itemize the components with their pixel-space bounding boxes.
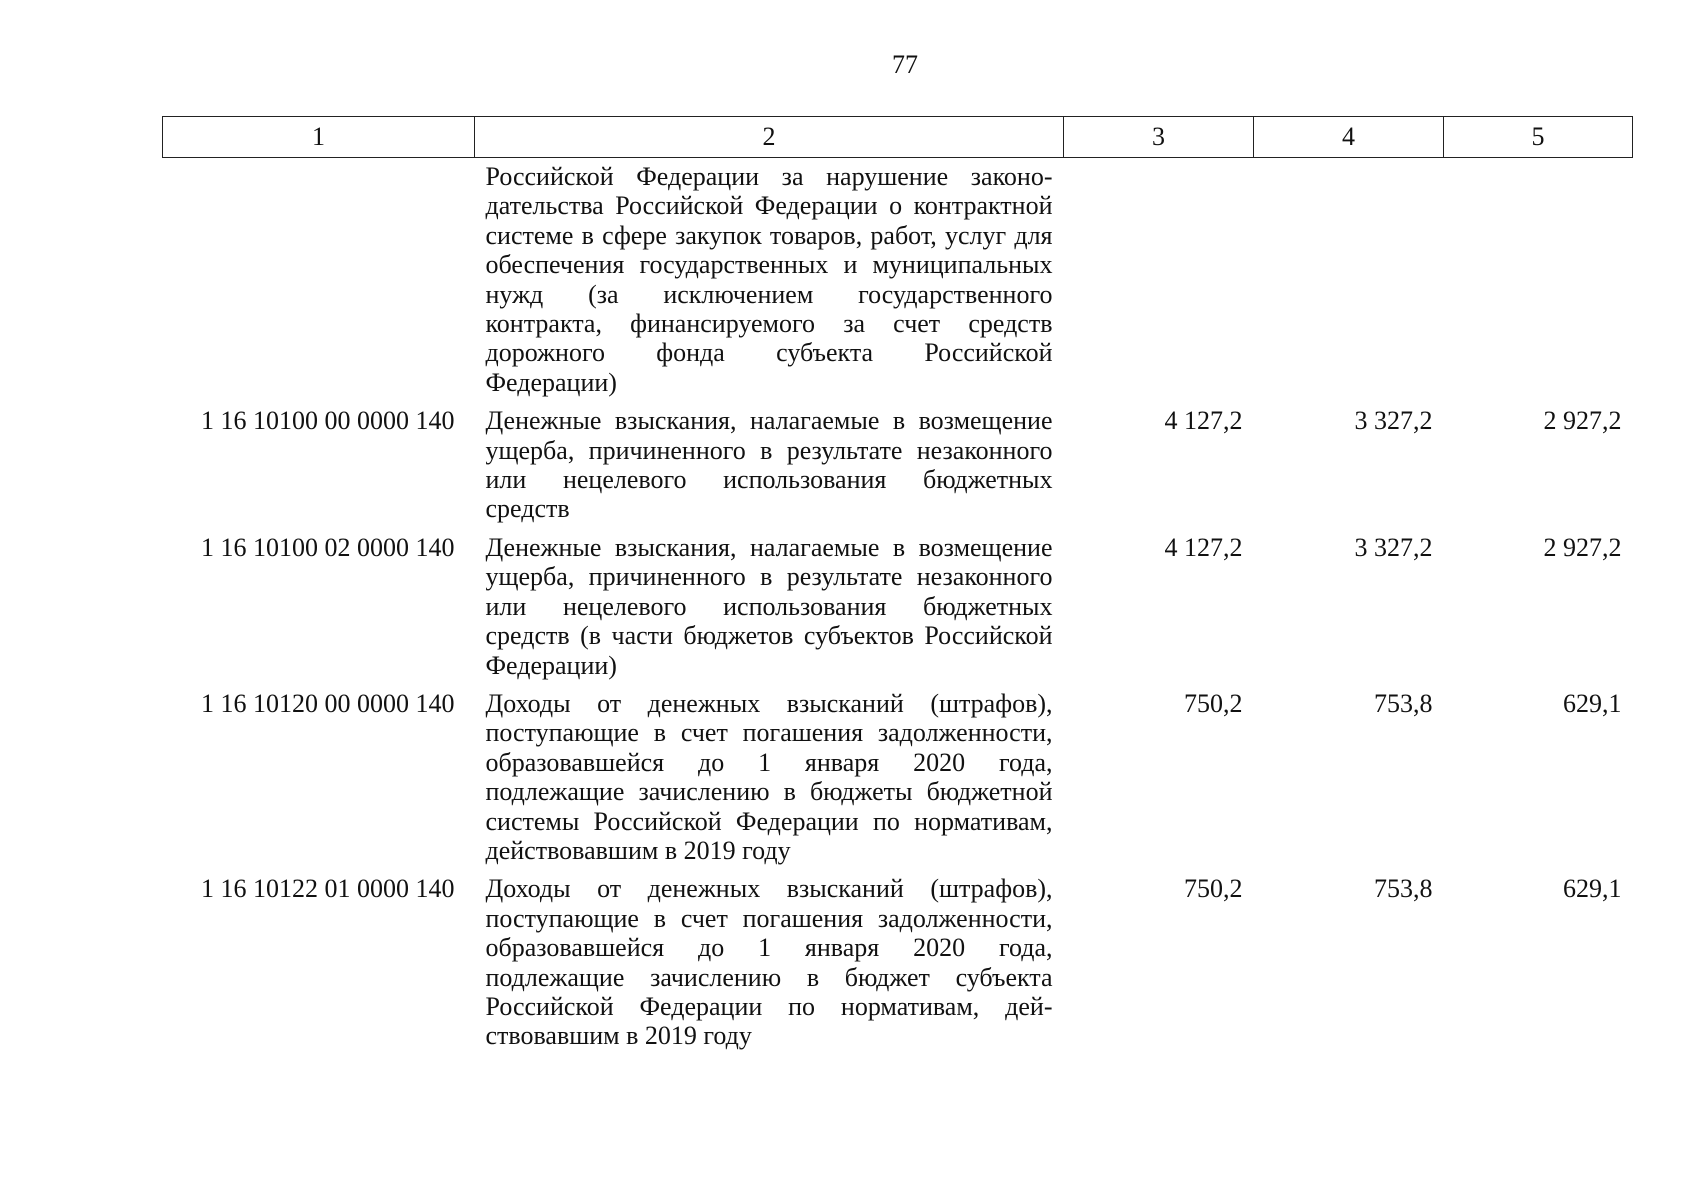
row-description: Доходы от денежных взысканий (штрафов), поступающие в счет погашения задолженности, образовавшейся до 1 января 2020 года, подлежащие зачислению в бюджеты бюджетной системы Российской Федерации по нормативам, действовавшим в 2019 году — [485, 688, 1053, 865]
row-value-col4: 753,8 — [1374, 688, 1433, 718]
table-row — [163, 865, 1633, 1050]
row-value-col4: 753,8 — [1374, 874, 1433, 904]
row-value-col5: 2 927,2 — [1543, 406, 1622, 436]
row-value-col4 — [1254, 158, 1444, 398]
row-description: Российской Федерации за нарушение законодательства Российской Федерации о контрактной системе в сфере закупок товаров, работ, услуг для обеспечения государственных и муниципальных нужд (за исключением государственного контракта, финансируемого за счет средств дорожного фонда субъекта Российской Федерации) — [485, 162, 1053, 397]
header-col-2: 2 — [475, 117, 1064, 158]
header-col-1: 1 — [163, 117, 475, 158]
table-row — [163, 524, 1633, 680]
row-value-col4: 3 327,2 — [1354, 532, 1433, 562]
row-code: 1 16 10122 01 0000 140 — [201, 874, 455, 904]
row-code: 1 16 10120 00 0000 140 — [201, 688, 455, 718]
row-value-col5: 629,1 — [1563, 688, 1622, 718]
row-description: Доходы от денежных взысканий (штрафов), поступающие в счет погашения задолженности, образовавшейся до 1 января 2020 года, подлежащие зачислению в бюджет субъекта Российской Федерации по нормативам, действовавшим в 2019 году — [485, 874, 1053, 1051]
row-value-col5: 2 927,2 — [1543, 532, 1622, 562]
table-row — [163, 397, 1633, 524]
table-row — [163, 158, 1633, 398]
row-value-col3 — [1064, 158, 1254, 398]
row-code — [163, 158, 475, 398]
header-row — [163, 117, 1633, 158]
header-col-5: 5 — [1444, 117, 1633, 158]
row-value-col3: 750,2 — [1184, 688, 1243, 718]
page-number: 77 — [892, 50, 918, 79]
table-row — [163, 680, 1633, 865]
row-code: 1 16 10100 02 0000 140 — [201, 532, 455, 562]
header-col-3: 3 — [1064, 117, 1254, 158]
row-value-col3: 4 127,2 — [1164, 532, 1243, 562]
row-value-col5: 629,1 — [1563, 874, 1622, 904]
revenue-table — [162, 116, 1633, 1051]
row-value-col3: 4 127,2 — [1164, 406, 1243, 436]
row-description: Денежные взыскания, налагаемые в возмещение ущерба, причиненного в результате незаконного или нецелевого использования бюджетных средств — [485, 406, 1053, 524]
table-body — [163, 158, 1633, 1051]
row-value-col3: 750,2 — [1184, 874, 1243, 904]
row-value-col5 — [1444, 158, 1633, 398]
row-value-col4: 3 327,2 — [1354, 406, 1433, 436]
header-col-4: 4 — [1254, 117, 1444, 158]
table-header — [163, 117, 1633, 158]
row-description: Денежные взыскания, налагаемые в возмещение ущерба, причиненного в результате незаконного или нецелевого использования бюджетных средств (в части бюджетов субъектов Российской Федерации) — [485, 532, 1053, 680]
row-code: 1 16 10100 00 0000 140 — [201, 406, 455, 436]
